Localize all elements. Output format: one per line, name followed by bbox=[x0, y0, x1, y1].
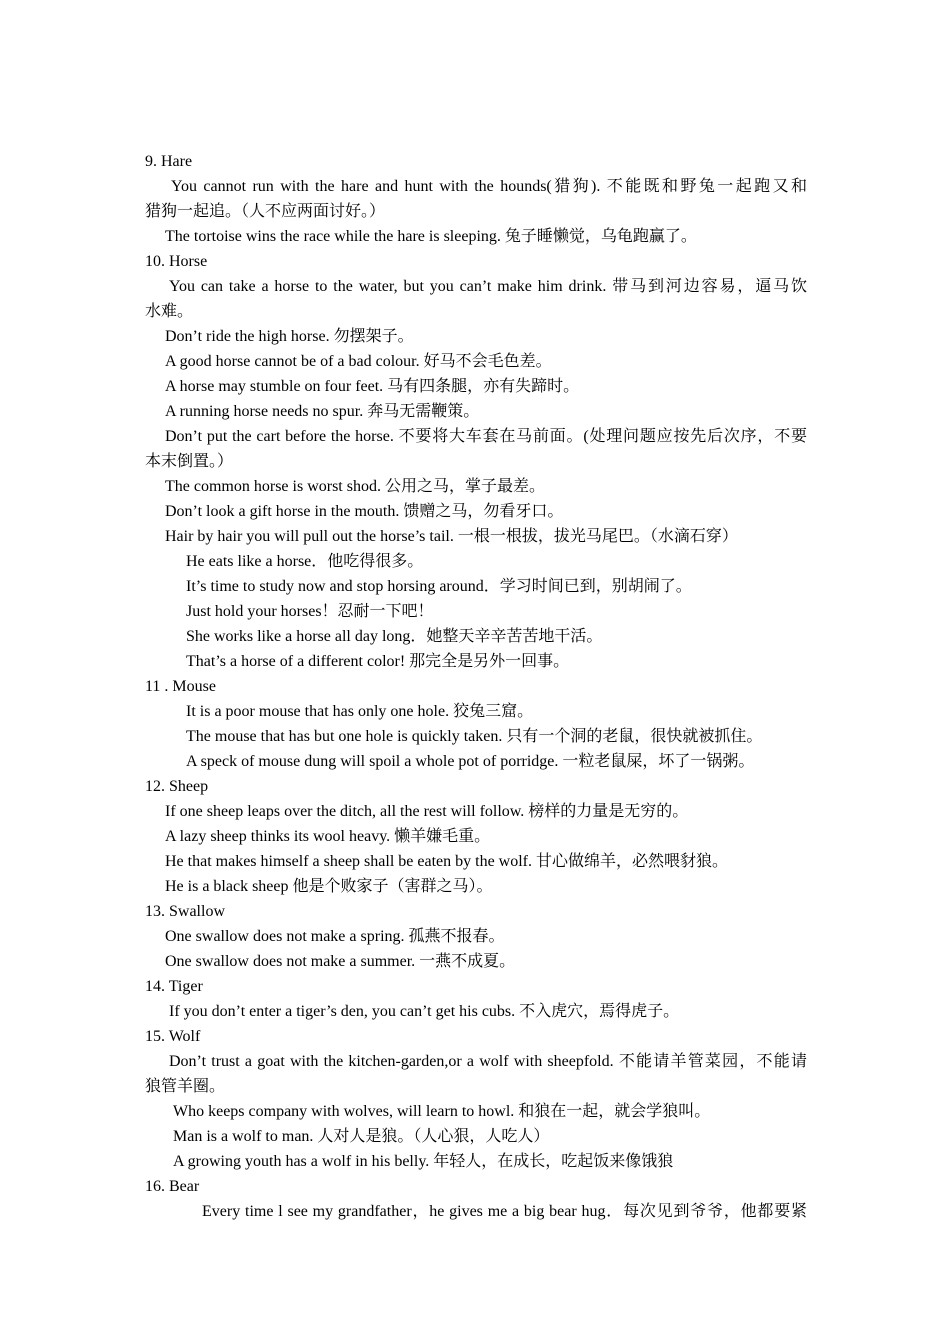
proverb-line: Don’t look a gift horse in the mouth. 馈赠之马，勿看牙口。 bbox=[165, 503, 564, 520]
proverb-line: Every time l see my grandfather，he gives me a big bear hug．每次见到爷爷，他都要紧 bbox=[202, 1203, 807, 1220]
proverb-line: You cannot run with the hare and hunt with the hounds(猎狗). 不能既和野兔一起跑又和 bbox=[171, 178, 807, 195]
proverb-line: He is a black sheep 他是个败家子（害群之马）。 bbox=[165, 878, 493, 895]
proverb-line: A growing youth has a wolf in his belly. 年轻人，在成长，吃起饭来像饿狼 bbox=[173, 1153, 674, 1170]
proverb-line: A good horse cannot be of a bad colour. 好马不会毛色差。 bbox=[165, 353, 552, 370]
proverb-line: It’s time to study now and stop horsing around．学习时间已到，别胡闹了。 bbox=[186, 578, 692, 595]
proverb-line: The mouse that has but one hole is quickly taken. 只有一个洞的老鼠，很快就被抓住。 bbox=[186, 728, 763, 745]
proverb-line: Just hold your horses！忍耐一下吧！ bbox=[186, 603, 434, 620]
proverb-line: She works like a horse all day long．她整天辛辛苦苦地干活。 bbox=[186, 628, 603, 645]
proverb-line: 猎狗一起追。（人不应两面讨好。） bbox=[145, 203, 386, 220]
proverb-line: It is a poor mouse that has only one hole. 狡兔三窟。 bbox=[186, 703, 534, 720]
section-heading-wolf: 15. Wolf bbox=[145, 1028, 201, 1045]
proverb-line: Don’t trust a goat with the kitchen-garden,or a wolf with sheepfold. 不能请羊管菜园，不能请 bbox=[169, 1053, 807, 1070]
proverb-line: Don’t ride the high horse. 勿摆架子。 bbox=[165, 328, 414, 345]
proverb-line: He eats like a horse．他吃得很多。 bbox=[186, 553, 424, 570]
proverb-line: That’s a horse of a different color! 那完全是另外一回事。 bbox=[186, 653, 570, 670]
proverb-line: He that makes himself a sheep shall be eaten by the wolf. 甘心做绵羊，必然喂豺狼。 bbox=[165, 853, 728, 870]
proverb-line: Man is a wolf to man. 人对人是狼。（人心狠，人吃人） bbox=[173, 1128, 550, 1145]
proverb-line: One swallow does not make a spring. 孤燕不报春。 bbox=[165, 928, 505, 945]
proverb-line: If one sheep leaps over the ditch, all the rest will follow. 榜样的力量是无穷的。 bbox=[165, 803, 689, 820]
proverb-line: 水难。 bbox=[145, 303, 194, 320]
proverb-line: The common horse is worst shod. 公用之马，掌子最差。 bbox=[165, 478, 545, 495]
section-heading-hare: 9. Hare bbox=[145, 153, 193, 170]
proverb-line: A speck of mouse dung will spoil a whole pot of porridge. 一粒老鼠屎，坏了一锅粥。 bbox=[186, 753, 755, 770]
proverb-line: A horse may stumble on four feet. 马有四条腿，亦有失蹄时。 bbox=[165, 378, 580, 395]
proverb-line: You can take a horse to the water, but you can’t make him drink. 带马到河边容易，逼马饮 bbox=[169, 278, 807, 295]
proverb-line: A lazy sheep thinks its wool heavy. 懒羊嫌毛重。 bbox=[165, 828, 491, 845]
proverb-line: Don’t put the cart before the horse. 不要将大车套在马前面。(处理问题应按先后次序，不要 bbox=[165, 428, 807, 445]
proverb-line: The tortoise wins the race while the hare is sleeping. 兔子睡懒觉，乌龟跑赢了。 bbox=[165, 228, 697, 245]
proverb-line: If you don’t enter a tiger’s den, you can’t get his cubs. 不入虎穴，焉得虎子。 bbox=[169, 1003, 680, 1020]
proverb-line: A running horse needs no spur. 奔马无需鞭策。 bbox=[165, 403, 480, 420]
section-heading-swallow: 13. Swallow bbox=[145, 903, 225, 920]
proverb-line: Hair by hair you will pull out the horse’s tail. 一根一根拔，拔光马尾巴。（水滴石穿） bbox=[165, 528, 738, 545]
proverb-line: Who keeps company with wolves, will learn to howl. 和狼在一起，就会学狼叫。 bbox=[173, 1103, 711, 1120]
proverb-line: One swallow does not make a summer. 一燕不成夏。 bbox=[165, 953, 516, 970]
proverb-line: 本末倒置。） bbox=[145, 453, 234, 470]
section-heading-horse: 10. Horse bbox=[145, 253, 208, 270]
proverb-line: 狼管羊圈。 bbox=[145, 1078, 226, 1095]
section-heading-bear: 16. Bear bbox=[145, 1178, 200, 1195]
section-heading-sheep: 12. Sheep bbox=[145, 778, 209, 795]
section-heading-tiger: 14. Tiger bbox=[145, 978, 203, 995]
section-heading-mouse: 11 . Mouse bbox=[145, 678, 216, 695]
